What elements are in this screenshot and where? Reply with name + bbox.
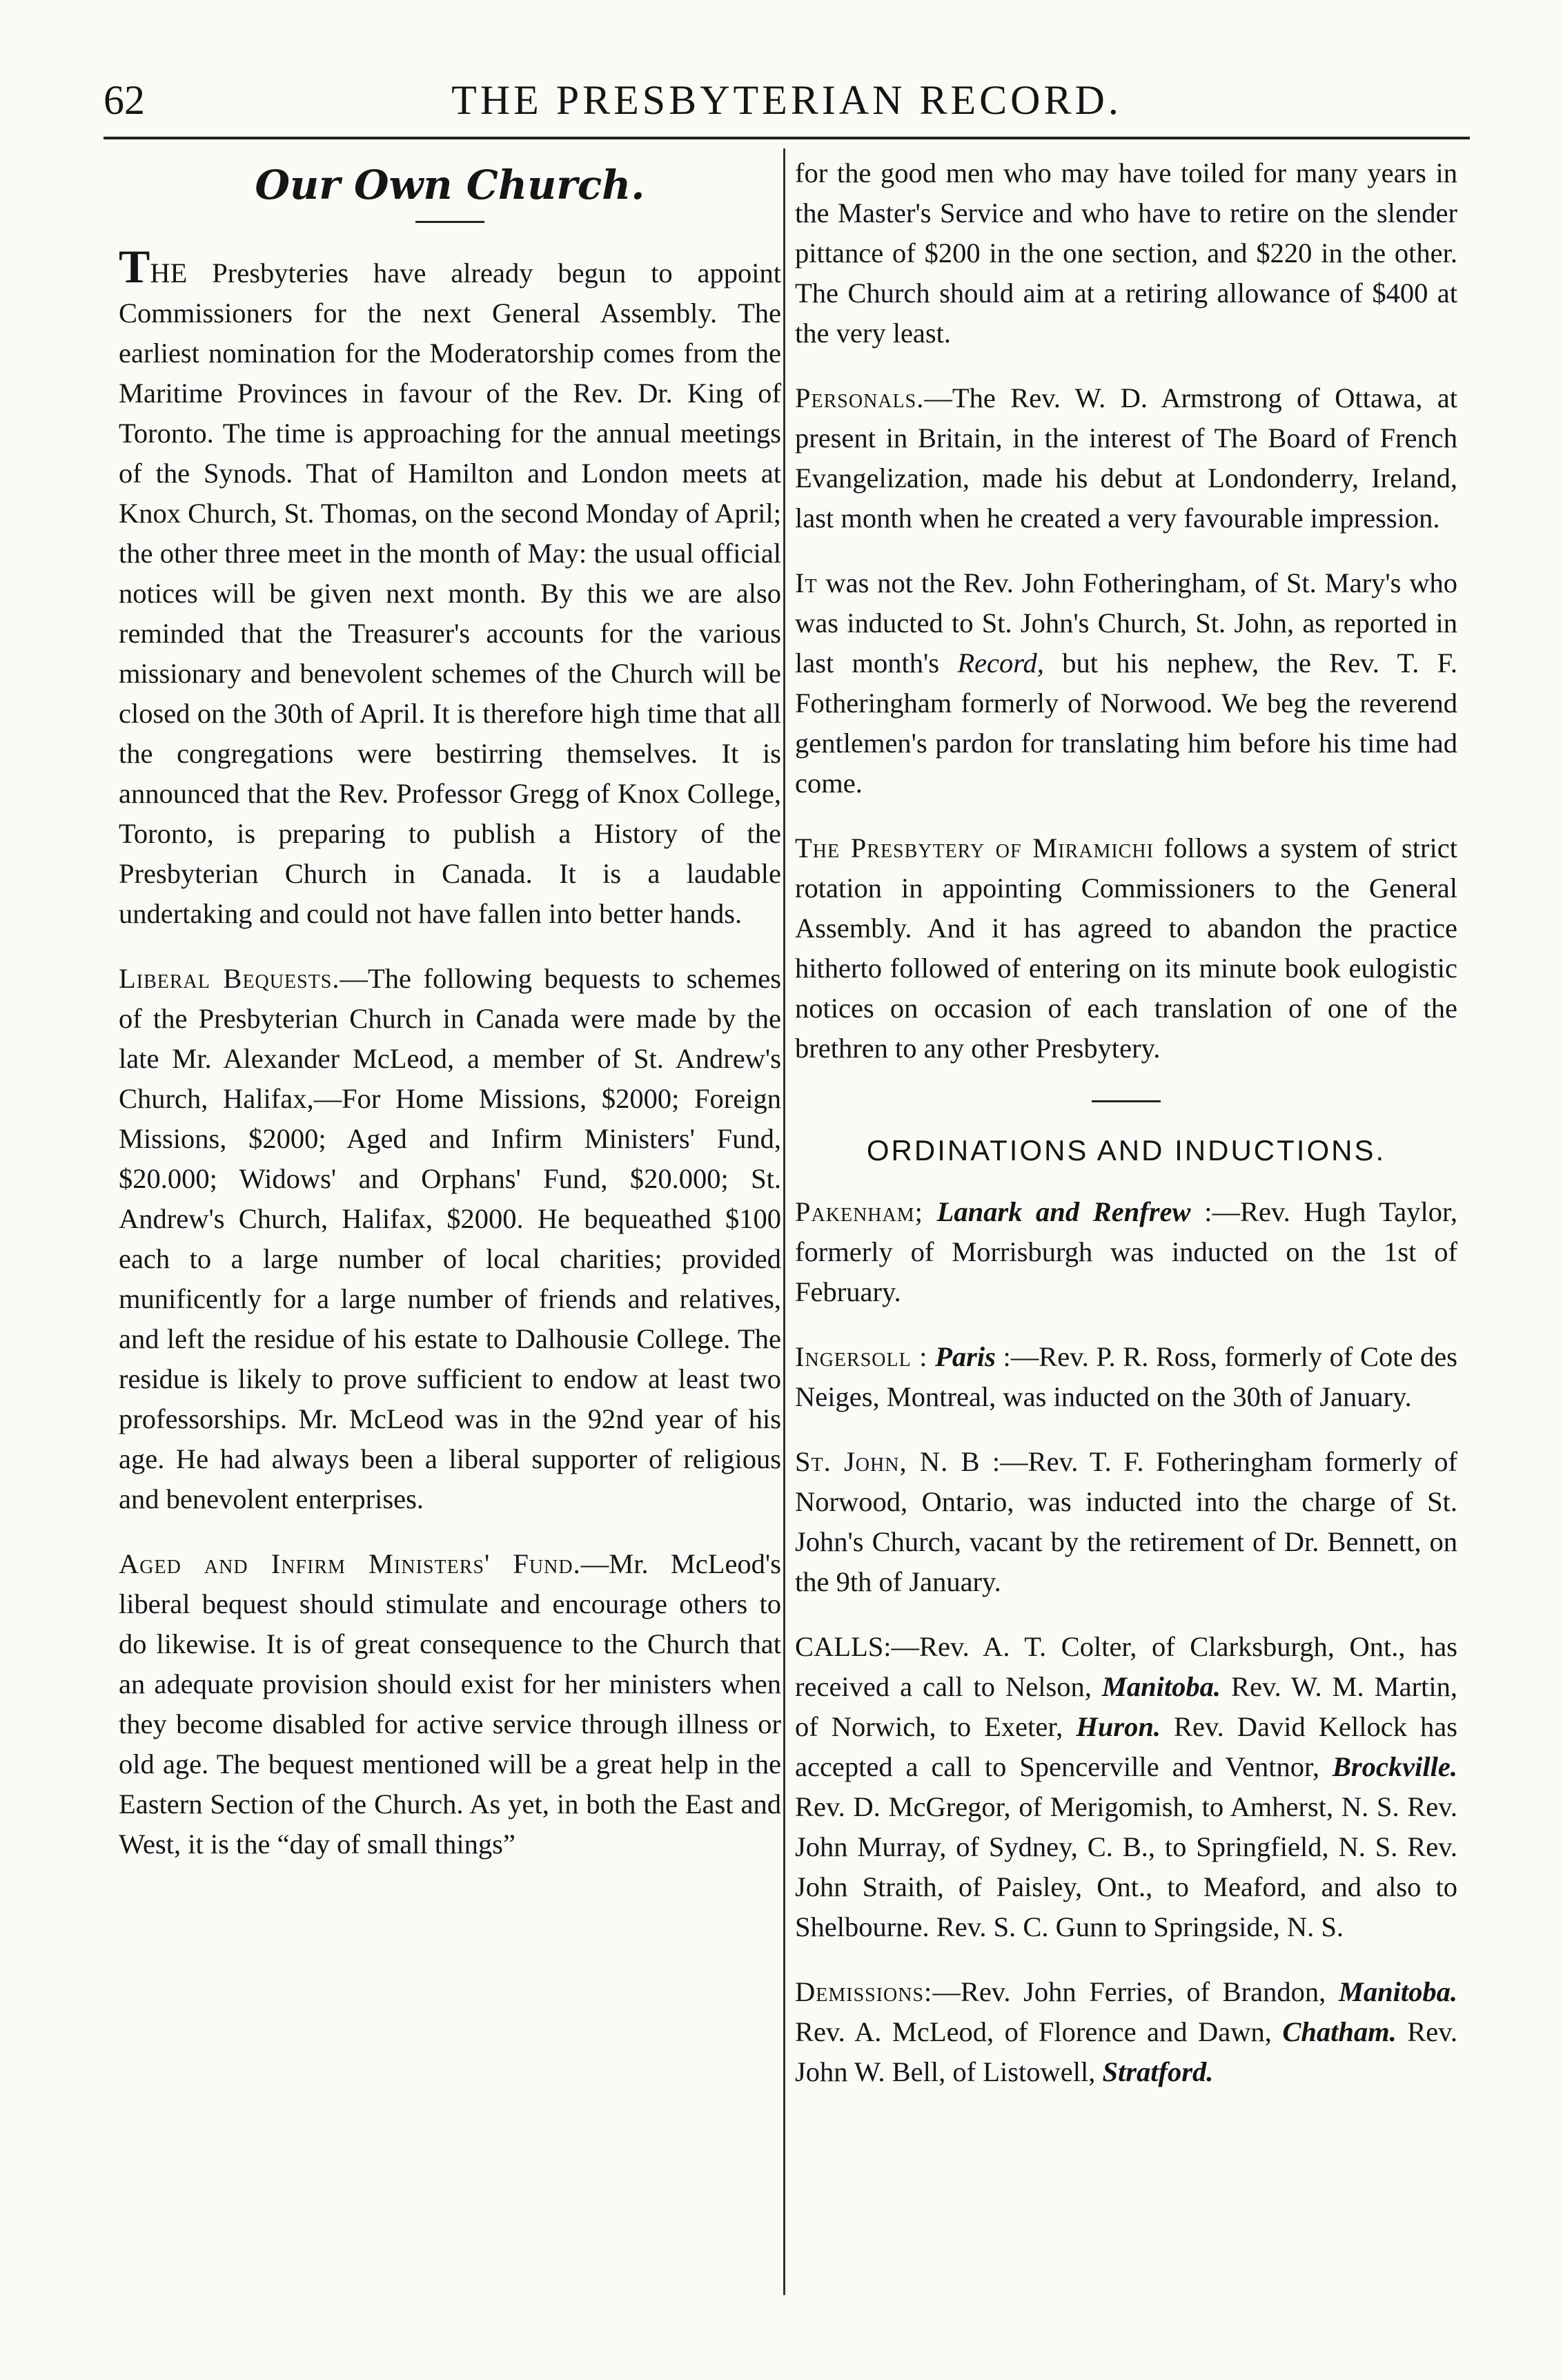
liberal-bequests-text: —The following bequests to schemes of the Presbyterian Church in Canada were made by the late Mr. Alexander McLeod, a member of St. Andrew's Church, Halifax,—For Home Missions, $2000; Foreign Missions, $2000; Aged and Infirm Ministers' Fund, $20.000; Widows' and Orphans' Fund, $20.000; St. Andrew's Church, Halifax, $2000. He bequeathed $100 each to a large number of local charities; provided munificently for a large number of friends and relatives, and left the residue of his estate to Dalhousie College. The residue is likely to prove sufficient to endow at least two professorships. Mr. McLeod was in the 92nd year of his age. He had always been a liberal supporter of religious and benevolent enterprises. — [119, 963, 781, 1514]
ingersoll-lead: Ingersoll : — [795, 1341, 928, 1372]
liberal-bequests-lead: Liberal Bequests. — [119, 963, 340, 994]
intro-text: Presbyteries have already begun to appoint Commissioners for the next General Assembly. The earliest nomination for the Moderatorship comes from the Maritime Provinces in favour of the Rev. Dr. King of Toronto. The time is approaching for the annual meetings of the Synods. That of Hamilton and London meets at Knox Church, St. Thomas, on the second Monday of April; the other three meet in the month of May: the usual official notices will be given next month. By this we are also reminded that the Treasurer's accounts for the various missionary and benevolent schemes of the Church will be closed on the 30th of April. It is therefore high time that all the congregations were bestirring themselves. It is announced that the Rev. Professor Gregg of Knox College, Toronto, is preparing to publish a History of the Presbyterian Church in Canada. It is a laudable undertaking and could not have fallen into better hands. — [119, 257, 781, 929]
liberal-bequests-paragraph — [119, 959, 781, 1519]
pakenham-lead: Pakenham; — [795, 1196, 923, 1227]
st-john-text: :—Rev. T. F. Fotheringham formerly of Norwood, Ontario, was inducted into the charge of St. John's Church, vacant by the retirement of Dr. Bennett, on the 9th of January. — [795, 1446, 1458, 1597]
miramichi-text: follows a system of strict rotation in appointing Commissioners to the General Assembly. And it has agreed to abandon the practice hitherto followed of entering on its minute book eulogistic notices on occasion of each translation of one of the brethren to any other Presbytery. — [795, 832, 1457, 1064]
st-john-entry — [795, 1442, 1457, 1602]
ordinations-heading: ORDINATIONS AND INDUCTIONS. — [866, 1134, 1386, 1167]
calls-presbytery-2: Huron. — [1076, 1711, 1161, 1742]
personals-paragraph — [795, 378, 1457, 538]
miramichi-paragraph — [795, 828, 1457, 1069]
demissions-text-1: —Rev. John Ferries, of Brandon, — [932, 1976, 1339, 2007]
correction-text-after: but his nephew, the Rev. T. F. Fotheringham formerly of Norwood. We beg the reverend gentlemen's pardon for translating him before his time had come. — [795, 647, 1457, 799]
demissions-presbytery-1: Manitoba. — [1338, 1976, 1457, 2007]
correction-text-before: was not the Rev. John Fotheringham, of St. Mary's who was inducted to St. John's Church, St. John, as reported in last month's — [795, 567, 1457, 679]
st-john-lead: St. John, N. B — [795, 1446, 981, 1477]
demissions-presbytery-2: Chatham. — [1282, 2016, 1397, 2047]
intro-paragraph — [119, 240, 781, 934]
calls-entry — [795, 1627, 1457, 1947]
personals-lead: Personals. — [795, 382, 925, 413]
intro-lead: HE — [150, 257, 188, 289]
pakenham-presbytery: Lanark and Renfrew — [936, 1196, 1191, 1227]
journal-title: THE PRESBYTERIAN RECORD. — [451, 77, 1122, 123]
record-reference: Record, — [957, 647, 1044, 679]
aged-infirm-paragraph — [119, 1544, 781, 1864]
column-divider — [783, 148, 785, 2295]
personals-text: —The Rev. W. D. Armstrong of Ottawa, at present in Britain, in the interest of The Board of French Evangelization, made his debut at Londonderry, Ireland, last month when he created a very favourable impression. — [795, 382, 1457, 534]
calls-text-2: Rev. W. M. Martin, of Norwich, to Exeter, — [795, 1671, 1457, 1742]
continuation-paragraph: for the good men who may have toiled for many years in the Master's Service and who have to retire on the slender pittance of $200 in the one section, and $220 in the other. The Church should aim at a retiring allowance of $400 at the very least. — [795, 157, 1457, 349]
demissions-lead: Demissions: — [795, 1976, 933, 2007]
ingersoll-presbytery: Paris — [935, 1341, 996, 1372]
miramichi-lead: The Presbytery of Miramichi — [795, 832, 1154, 864]
drop-cap: T — [119, 240, 150, 293]
calls-presbytery-3: Brockville. — [1332, 1751, 1457, 1782]
demissions-entry — [795, 1972, 1457, 2092]
calls-lead: CALLS: — [795, 1631, 892, 1662]
correction-paragraph — [795, 563, 1457, 803]
calls-text-1: —Rev. A. T. Colter, of Clarksburgh, Ont., has received a call to Nelson, — [795, 1631, 1457, 1702]
aged-infirm-text: —Mr. McLeod's liberal bequest should stimulate and encourage others to do likewise. It is of great consequence to the Church that an adequate provision should exist for her ministers when they become disabled for active service through illness or old age. The bequest mentioned will be a great help in the Eastern Section of the Church. As yet, in both the East and West, it is the “day of small things” — [119, 1548, 781, 1860]
page-number: 62 — [104, 77, 145, 123]
calls-text-3: Rev. David Kellock has accepted a call to Spencerville and Ventnor, — [795, 1711, 1457, 1782]
demissions-text-2: Rev. A. McLeod, of Florence and Dawn, — [795, 2016, 1283, 2047]
ingersoll-text: :—Rev. P. R. Ross, formerly of Cote des Neiges, Montreal, was inducted on the 30th of January. — [795, 1341, 1458, 1412]
calls-text-4: Rev. D. McGregor, of Merigomish, to Amherst, N. S. Rev. John Murray, of Sydney, C. B., to Springfield, N. S. Rev. John Straith, of Paisley, Ont., to Meaford, and also to Shelbourne. Rev. S. C. Gunn to Springside, N. S. — [795, 1791, 1457, 1942]
section-rule — [1092, 1100, 1161, 1102]
correction-lead: It — [795, 567, 818, 598]
left-column — [119, 153, 781, 1864]
pakenham-entry — [795, 1192, 1457, 1312]
demissions-presbytery-3: Stratford. — [1102, 2056, 1214, 2087]
aged-infirm-lead: Aged and Infirm Ministers' Fund. — [119, 1548, 581, 1579]
article-title: Our Own Church. — [255, 162, 645, 208]
right-column — [795, 153, 1457, 2092]
title-rule — [415, 221, 484, 223]
header-rule — [104, 137, 1470, 139]
ingersoll-entry — [795, 1337, 1457, 1417]
pakenham-text: :—Rev. Hugh Taylor, formerly of Morrisburgh was inducted on the 1st of February. — [795, 1196, 1457, 1307]
calls-presbytery-1: Manitoba. — [1101, 1671, 1221, 1702]
running-head — [104, 69, 1470, 131]
demissions-text-3: Rev. John W. Bell, of Listowell, — [795, 2016, 1457, 2087]
